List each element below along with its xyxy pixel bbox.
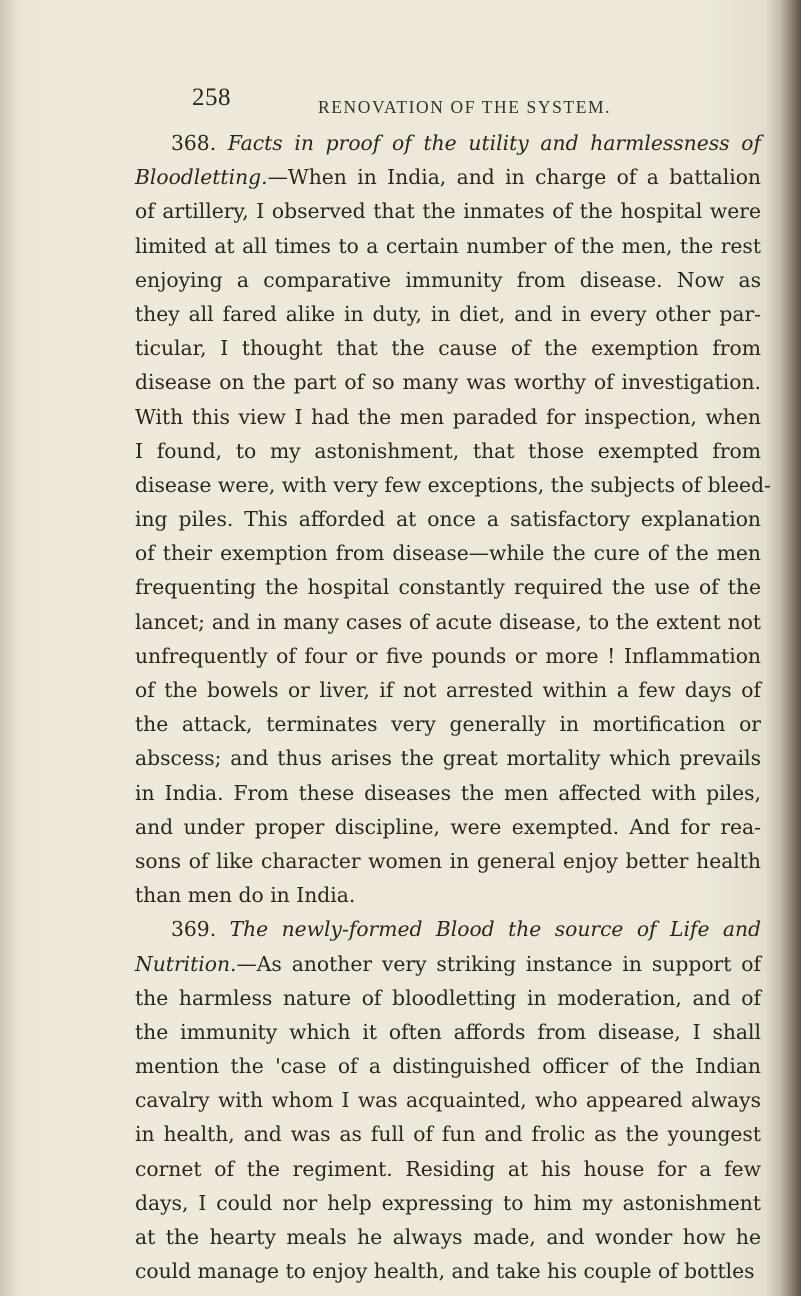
text-line: Bloodletting.—When in India, and in charge of a battalion bbox=[135, 165, 761, 190]
page-number: 258 bbox=[192, 84, 231, 111]
section-number: 368. bbox=[171, 131, 217, 155]
text-line: at the hearty meals he always made, and wonder how he bbox=[135, 1225, 761, 1249]
text-line: the immunity which it often affords from disease, I shall bbox=[135, 1019, 761, 1044]
text-line: abscess; and thus arises the great mortality which prevails bbox=[135, 746, 761, 771]
text-line: the harmless nature of bloodletting in moderation, and of bbox=[135, 985, 761, 1010]
section-title: The newly-formed Blood the source of Life and bbox=[229, 917, 761, 942]
text-line: and under proper discipline, were exempted. And for rea- bbox=[135, 814, 761, 839]
text-line: in India. From these diseases the men affected with piles, bbox=[135, 780, 761, 805]
text-line: enjoying a comparative immunity from disease. Now as bbox=[135, 267, 761, 292]
text-line: unfrequently of four or five pounds or more ! Inflammation bbox=[135, 643, 761, 668]
text-line: I found, to my astonishment, that those exempted from bbox=[135, 438, 761, 463]
text-line: in health, and was as full of fun and frolic as the youngest bbox=[135, 1122, 761, 1147]
text-line: mention the 'case of a distinguished officer of the Indian bbox=[135, 1054, 761, 1079]
text-line: disease were, with very few exceptions, the subjects of bleed- bbox=[135, 472, 771, 497]
text-line: days, I could nor help expressing to him my astonishment bbox=[135, 1190, 761, 1215]
text-line bbox=[135, 912, 761, 946]
text-line: limited at all times to a certain number of the men, the rest bbox=[135, 233, 761, 258]
text-line: cornet of the regiment. Residing at his house for a few bbox=[135, 1156, 761, 1181]
page-gutter-shadow bbox=[0, 0, 14, 1296]
section-title: Facts in proof of the utility and harmlessness of bbox=[227, 131, 762, 155]
page-edge-shadow bbox=[779, 0, 801, 1296]
text-line: than men do in India. bbox=[135, 883, 356, 908]
text-line: of artillery, I observed that the inmates of the hospital were bbox=[135, 199, 761, 224]
text-line: they all fared alike in duty, in diet, and in every other par- bbox=[135, 301, 761, 326]
text-line: disease on the part of so many was worthy of investigation. bbox=[135, 370, 761, 395]
text-line: ing piles. This afforded at once a satisfactory explanation bbox=[135, 507, 761, 532]
text-line: could manage to enjoy health, and take his couple of bottles bbox=[135, 1259, 755, 1284]
text-line: lancet; and in many cases of acute disease, to the extent not bbox=[135, 609, 761, 634]
section-title: Nutrition. bbox=[135, 951, 237, 976]
text-line: the attack, terminates very generally in mortification or bbox=[135, 712, 761, 737]
text-line: sons of like character women in general enjoy better health bbox=[135, 848, 761, 873]
section-title: Bloodletting. bbox=[135, 165, 268, 190]
text-line bbox=[135, 126, 761, 160]
text-line: cavalry with whom I was acquainted, who appeared always bbox=[135, 1088, 761, 1113]
text-line: With this view I had the men paraded for inspection, when bbox=[135, 404, 761, 429]
text-line: of the bowels or liver, if not arrested within a few days of bbox=[135, 678, 761, 702]
body-text bbox=[135, 126, 771, 1288]
page-header bbox=[192, 84, 792, 124]
running-head: RENOVATION OF THE SYSTEM. bbox=[318, 97, 612, 117]
text-line: frequenting the hospital constantly required the use of the bbox=[135, 575, 761, 600]
text-line: Nutrition.—As another very striking instance in support of bbox=[135, 951, 761, 976]
text-line: of their exemption from disease—while the cure of the men bbox=[135, 541, 761, 566]
text-line: ticular, I thought that the cause of the exemption from bbox=[135, 336, 761, 361]
section-number: 369. bbox=[171, 917, 217, 942]
